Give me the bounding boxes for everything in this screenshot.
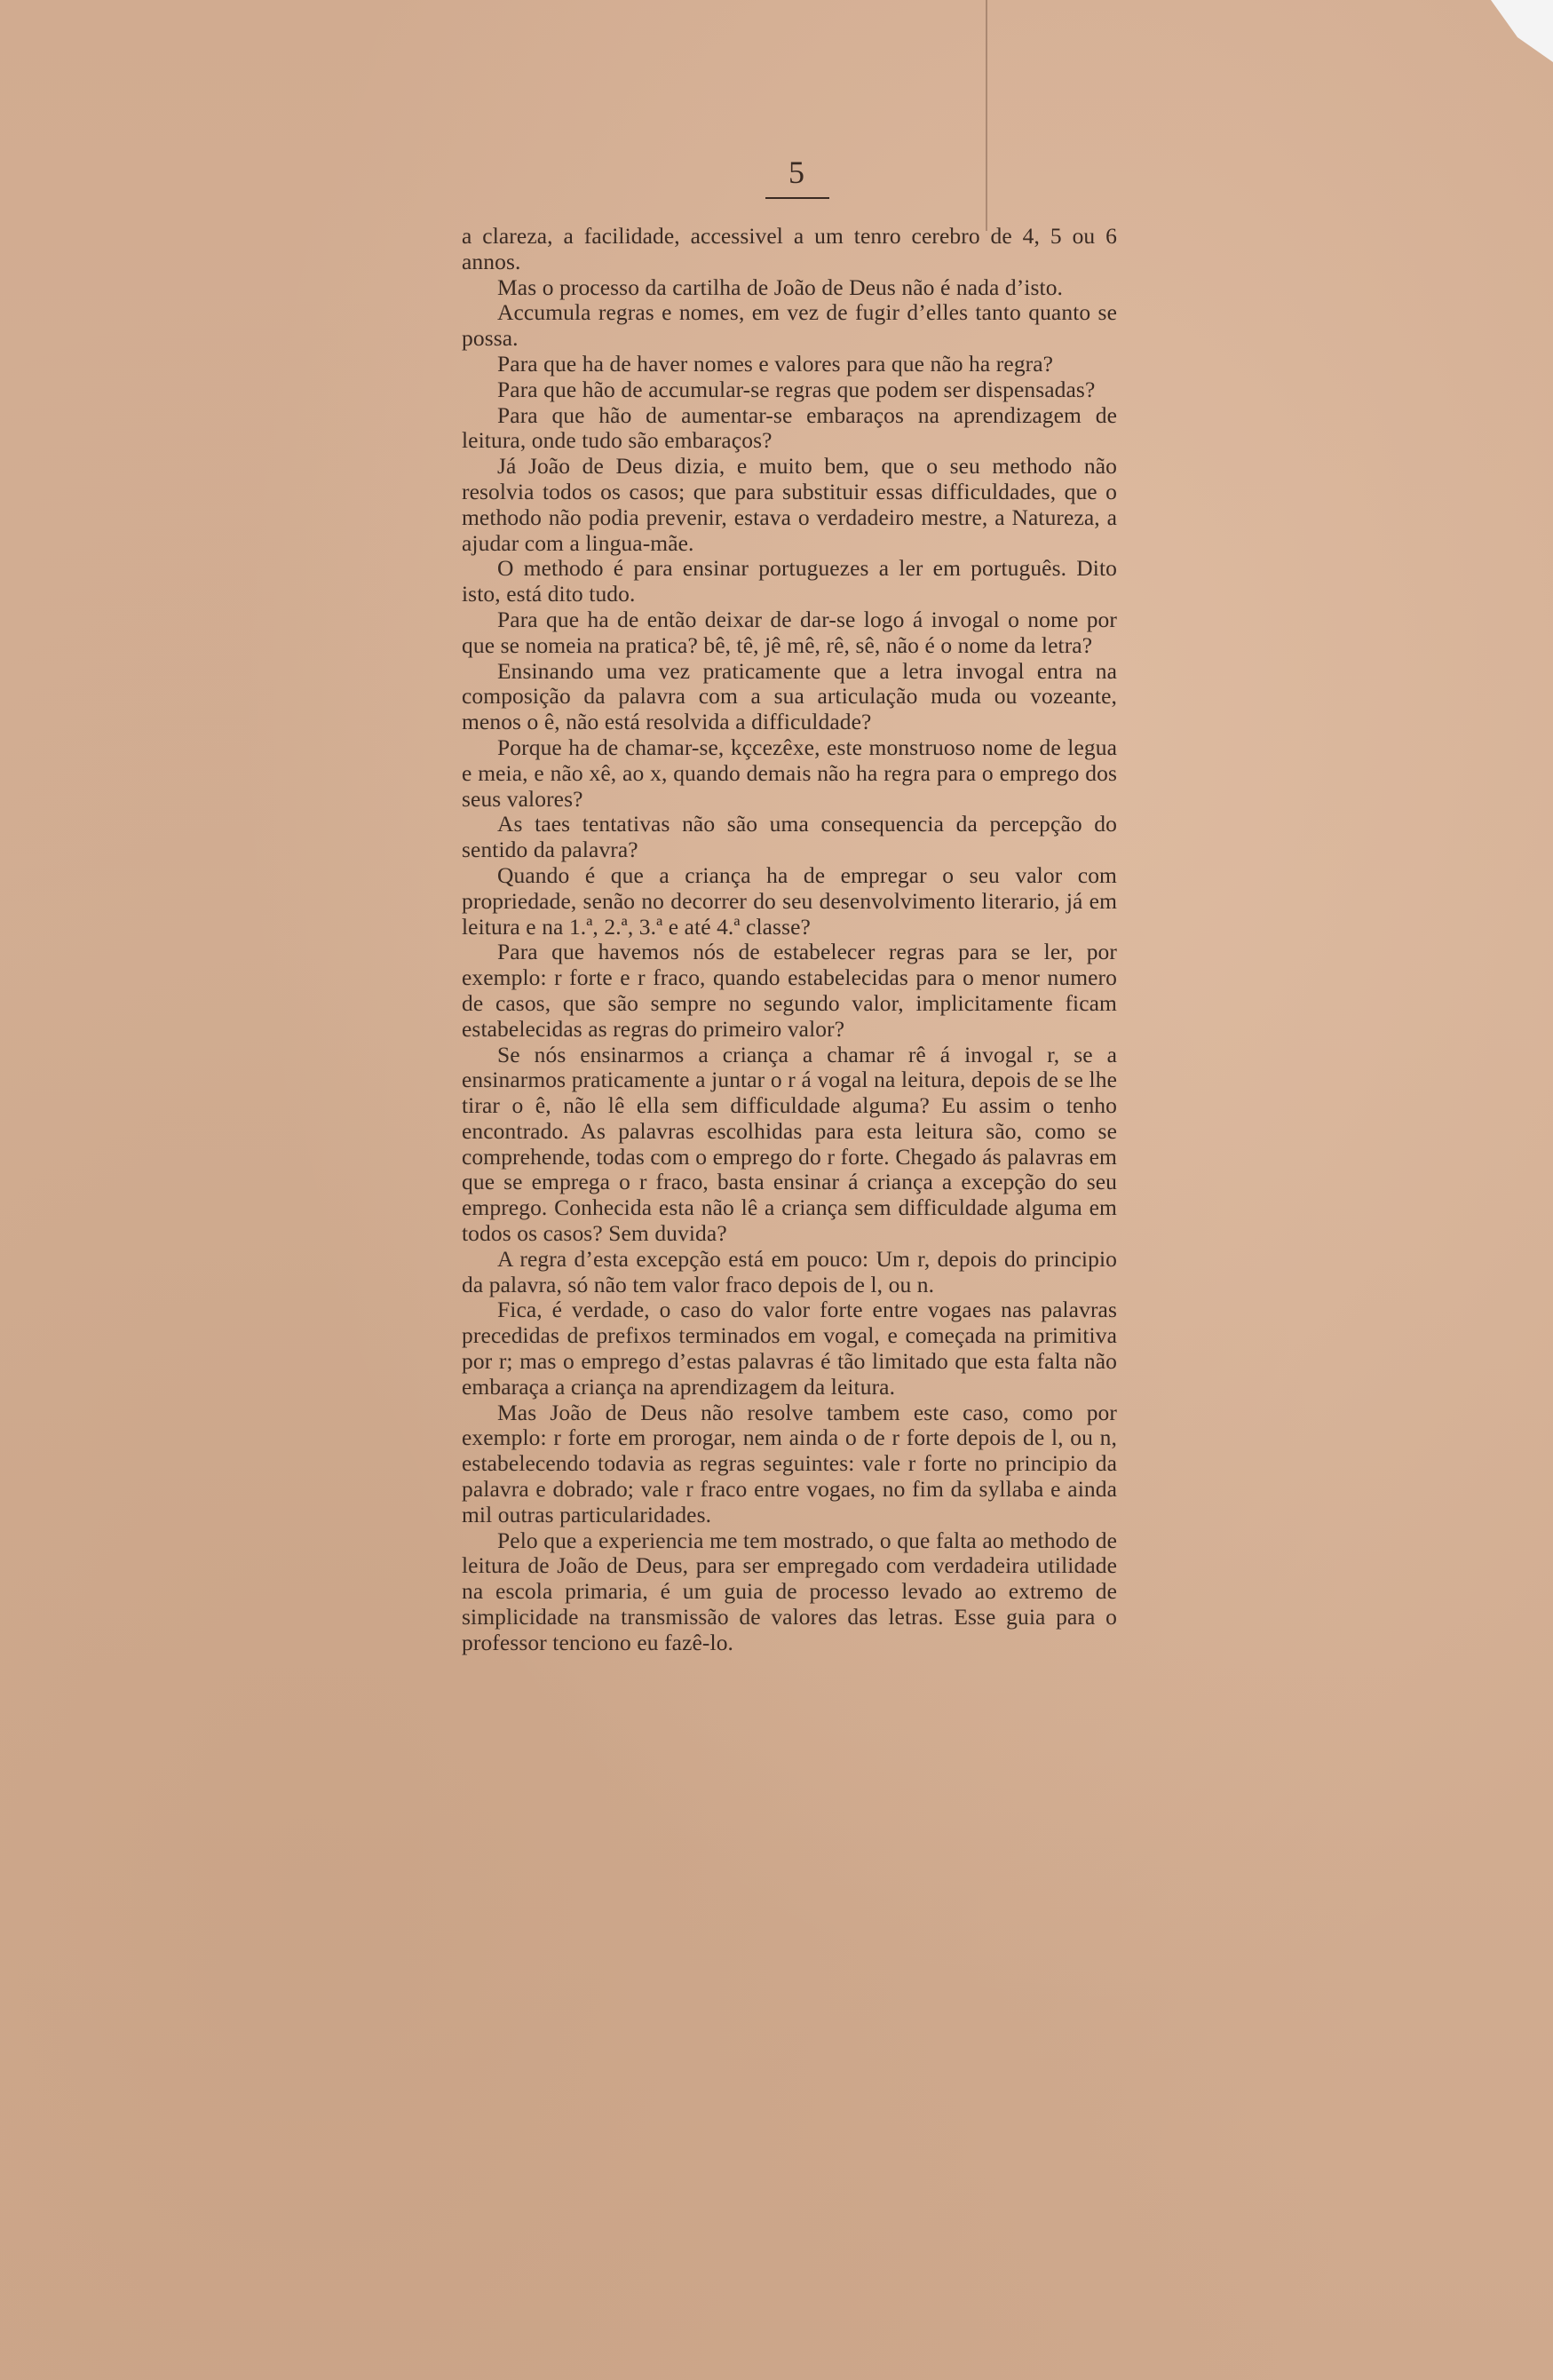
paragraph: Para que ha de então deixar de dar-se logo á invogal o nome por que se nomeia na pratica? bê, tê, jê mê, rê, sê, não é o nome da letra? — [462, 606, 1117, 658]
paragraph: Para que ha de haver nomes e valores para que não ha regra? — [497, 350, 1054, 377]
paper-fold-line — [986, 0, 987, 231]
paragraph: Mas João de Deus não resolve tambem este caso, como por exemplo: r forte em prorogar, nem ainda o de r forte depois de l, ou n, estabelecendo todavia as regras seguintes: vale r forte no principio da palavra e dobrado; vale r fraco entre vogaes, no fim da syllaba e ainda mil outras particularidades. — [462, 1399, 1117, 1527]
paragraph: Quando é que a criança ha de empregar o seu valor com propriedade, senão no decorrer do seu desenvolvimento literario, já em leitura e na 1.ª, 2.ª, 3.ª e até 4.ª classe? — [462, 861, 1117, 940]
paragraph: Para que hão de accumular-se regras que podem ser dispensadas? — [497, 376, 1096, 402]
paragraph: Para que hão de aumentar-se embaraços na aprendizagem de leitura, onde tudo são embaraços? — [462, 401, 1117, 454]
paragraph: Accumula regras e nomes, em vez de fugir d’elles tanto quanto se possa. — [462, 299, 1117, 352]
page-number: 5 — [788, 155, 804, 190]
paragraph: As taes tentativas não são uma consequencia da percepção do sentido da palavra? — [462, 811, 1117, 863]
paragraph: Ensinando uma vez praticamente que a letra invogal entra na composição da palavra com a sua articulação muda ou vozeante, menos o ê, não está resolvida a difficuldade? — [462, 657, 1117, 735]
page-number-rule — [765, 197, 829, 199]
torn-corner — [1464, 0, 1553, 62]
body-text — [462, 224, 1117, 1656]
paragraph: Mas o processo da cartilha de João de Deus não é nada d’isto. — [497, 274, 1064, 300]
paragraph: Fica, é verdade, o caso do valor forte entre vogaes nas palavras precedidas de prefixos terminados em vogal, e começada na primitiva por r; mas o emprego d’estas palavras é tão limitado que esta falta não embaraça a criança na aprendizagem da leitura. — [462, 1297, 1117, 1400]
paragraph: Para que havemos nós de estabelecer regras para se ler, por exemplo: r forte e r fraco, quando estabelecidas para o menor numero de casos, que são sempre no segundo valor, implicitamente ficam estabelecidas as regras do primeiro valor? — [462, 939, 1117, 1042]
paragraph: Se nós ensinarmos a criança a chamar rê á invogal r, se a ensinarmos praticamente a juntar o r á vogal na leitura, depois de se lhe tirar o ê, não lê ella sem difficuldade alguma? Eu assim o tenho encontrado. As palavras escolhidas para esta leitura são, como se comprehende, todas com o emprego do r forte. Chegado ás palavras em que se emprega o r fraco, basta ensinar á criança a excepção do seu emprego. Conhecida esta não lê a criança sem difficuldade alguma em todos os casos? Sem duvida? — [462, 1041, 1117, 1247]
paragraph: Porque ha de chamar-se, kçcezêxe, este monstruoso nome de legua e meia, e não xê, ao x, quando demais não ha regra para o emprego dos seus valores? — [462, 734, 1117, 812]
paragraph: Já João de Deus dizia, e muito bem, que o seu methodo não resolvia todos os casos; que para substituir essas difficuldades, que o methodo não podia prevenir, estava o verdadeiro mestre, a Natureza, a ajudar com a lingua-mãe. — [462, 453, 1117, 556]
paragraph: Pelo que a experiencia me tem mostrado, o que falta ao methodo de leitura de João de Deus, para ser empregado com verdadeira utilidade na escola primaria, é um guia de processo levado ao extremo de simplicidade na transmissão de valores das letras. Esse guia para o professor tenciono eu fazê-lo. — [462, 1527, 1117, 1655]
paragraph: O methodo é para ensinar portuguezes a ler em português. Dito isto, está dito tudo. — [462, 555, 1117, 607]
paragraph: A regra d’esta excepção está em pouco: Um r, depois do principio da palavra, só não tem valor fraco depois de l, ou n. — [462, 1245, 1117, 1297]
paragraph: a clareza, a facilidade, accessivel a um tenro cerebro de 4, 5 ou 6 annos. — [462, 223, 1117, 274]
